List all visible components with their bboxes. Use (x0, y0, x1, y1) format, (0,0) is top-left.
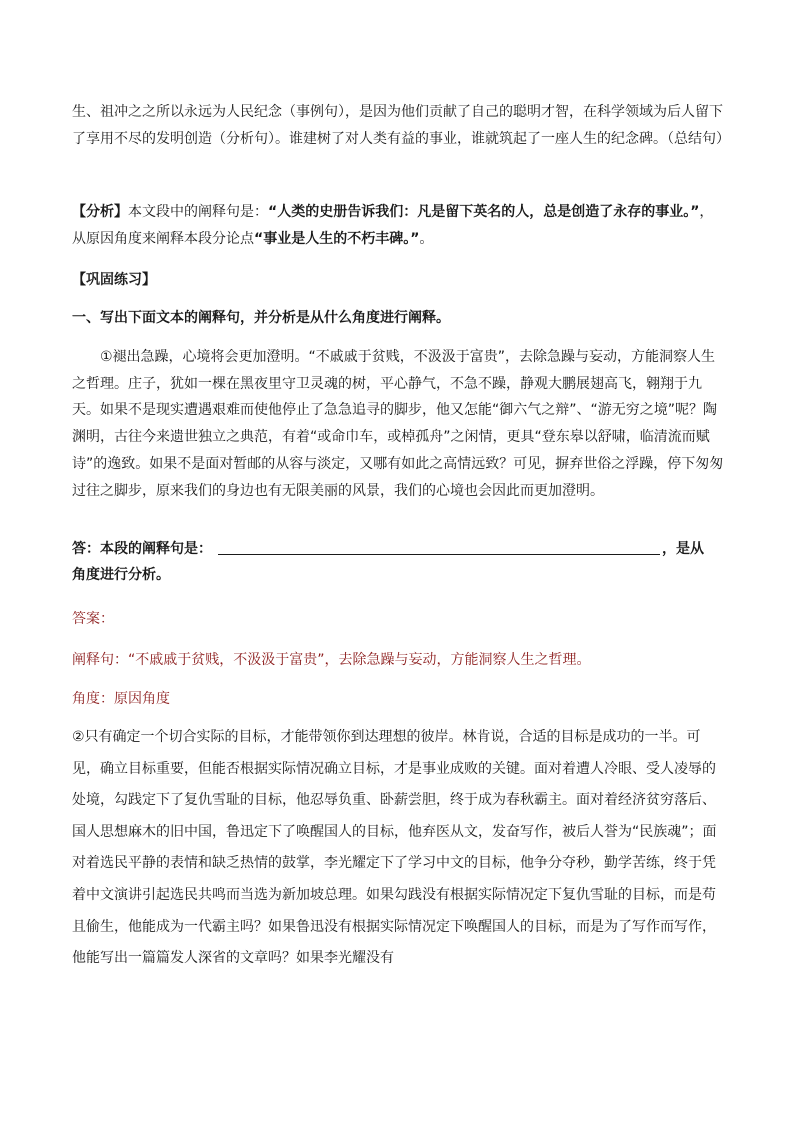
analysis-label: 【分析】 (72, 204, 128, 220)
answer-suffix: ，是从 (662, 541, 704, 557)
answer-line-2: 角度进行分析。 (72, 567, 170, 583)
analysis-quote-1: “人类的史册告诉我们：凡是留下英名的人，总是创造了永存的事业。” (268, 204, 700, 220)
analysis-text-2: ，从原因角度来阐释本段分论点 (72, 204, 714, 247)
intro-paragraph: 生、祖冲之之所以永远为人民纪念（事例句），是因为他们贡献了自己的聪明才智，在科学领域为后人留下了享用不尽的发明创造（分析句）。谁建树了对人类有益的事业，谁就筑起了一座人生的纪念碑。（总结句） (72, 104, 730, 147)
answer-blank[interactable] (218, 540, 660, 555)
analysis-end: 。 (419, 230, 434, 247)
passage-2: ②只有确定一个切合实际的目标，才能带领你到达理想的彼岸。林肯说，合适的目标是成功的一半。可见，确立目标重要，但能否根据实际情况确立目标，才是事业成败的关键。面对着遭人冷眼、受人凌辱的处境，勾践定下了复仇雪耻的目标，他忍辱负重、卧薪尝胆，终于成为春秋霸主。面对着经济贫穷落后、国人思想麻木的旧中国，鲁迅定下了唤醒国人的目标，他弃医从文，发奋写作，被后人誉为“民族魂”；面对着选民平静的表情和缺乏热情的鼓掌，李光耀定下了学习中文的目标，他争分夺秒，勤学苦练，终于凭着中文演讲引起选民共鸣而当选为新加坡总理。如果勾践没有根据实际情况定下复仇雪耻的目标，而是苟且偷生，他能成为一代霸主吗？如果鲁迅没有根据实际情况定下唤醒国人的目标，而是为了写作而写作，他能写出一篇篇发人深省的文章吗？如果李光耀没有 (72, 729, 717, 967)
passage-1: ①褪出急躁，心境将会更加澄明。“不戚戚于贫贱，不汲汲于富贵”，去除急躁与妄动，方能洞察人生之哲理。庄子，犹如一棵在黑夜里守卫灵魂的树，平心静气，不急不躁，静观大鹏展翅高飞，翱翔于九天。如果不是现实遭遇艰难而使他停止了急急追寻的脚步，他又怎能“御六气之辩”、“游无穷之境”呢？陶渊明，古往今来遗世独立之典范，有着“或命巾车，或棹孤舟”之闲情，更具“登东皋以舒啸，临清流而赋诗”的逸致。如果不是面对暂邮的从容与淡定，又哪有如此之高情远致？可见，摒弃世俗之浮躁，停下匆匆过往之脚步，原来我们的身边也有无限美丽的风景，我们的心境也会因此而更加澄明。 (72, 349, 724, 499)
answer-label: 答案： (72, 611, 114, 627)
answer-prefix: 答：本段的阐释句是： (72, 541, 212, 557)
analysis-paragraph (72, 199, 724, 252)
analysis-text-1: 本文段中的阐释句是： (128, 204, 268, 220)
answer-angle: 角度：原因角度 (72, 691, 170, 707)
question-heading: 一、写出下面文本的阐释句，并分析是从什么角度进行阐释。 (72, 310, 450, 326)
answer-fill-line (72, 536, 724, 588)
practice-heading: 【巩固练习】 (72, 272, 156, 288)
analysis-quote-2: “事业是人生的不朽丰碑。” (254, 230, 420, 247)
answer-sentence: 阐释句：“不戚戚于贫贱，不汲汲于富贵”，去除急躁与妄动，方能洞察人生之哲理。 (72, 652, 591, 668)
